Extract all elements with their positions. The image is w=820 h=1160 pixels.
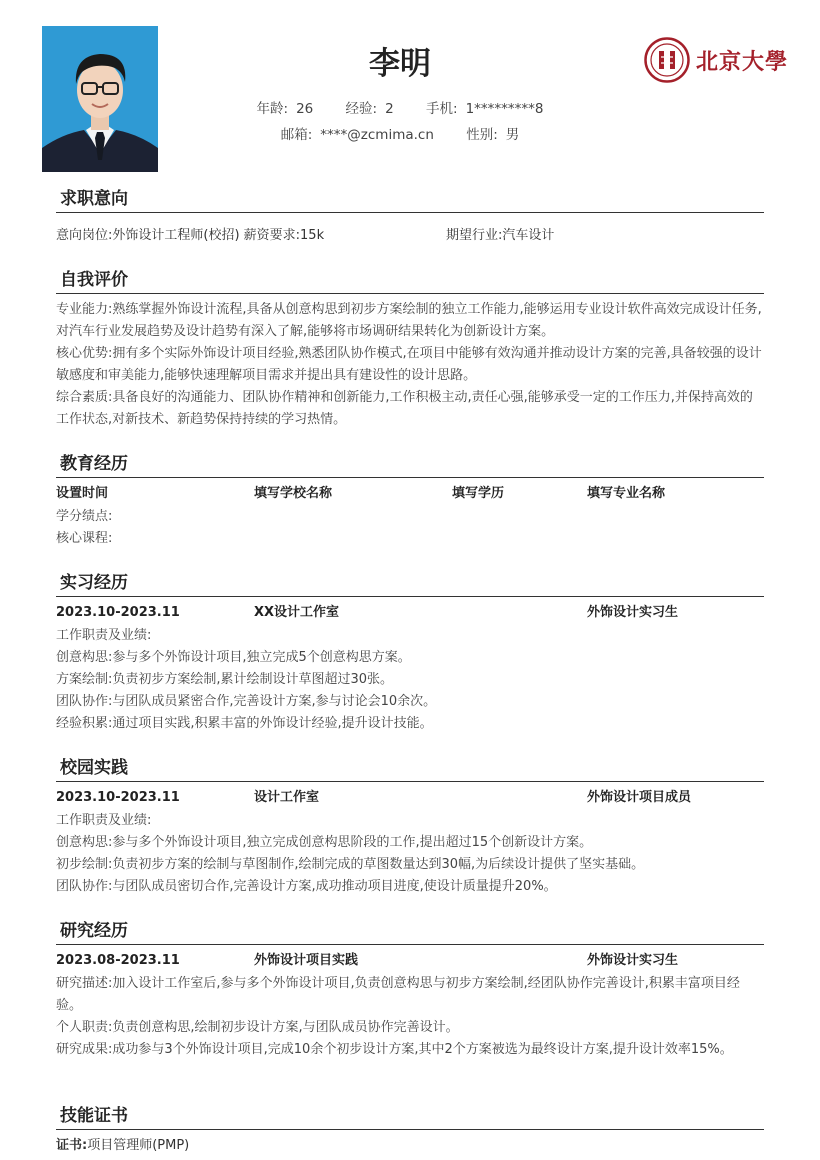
research-line: 研究描述:加入设计工作室后,参与多个外饰设计项目,负责创意构思与初步方案绘制,经团队协作完善设计,积累丰富项目经验。 [56, 976, 740, 1013]
section-self-evaluation [56, 268, 764, 431]
certificate-value: 项目管理师(PMP) [87, 1138, 190, 1153]
campus-row [56, 786, 764, 810]
gender-value: 男 [505, 127, 520, 143]
self-eval-body [56, 299, 764, 431]
internship-line: 工作职责及业绩: [56, 628, 152, 643]
education-row [56, 482, 764, 506]
phone-info [426, 97, 544, 117]
self-eval-paragraph: 核心优势:拥有多个实际外饰设计项目经验,熟悉团队协作模式,在项目中能够有效沟通并推动设计方案的完善,具备较强的设计敏感度和审美能力,能够快速理解项目需求并提出具有建设性的设计思路。 [56, 346, 762, 383]
campus-period: 2023.10-2023.11 [56, 790, 180, 805]
self-eval-paragraph: 专业能力:熟练掌握外饰设计流程,具备从创意构思到初步方案绘制的独立工作能力,能够运用专业设计软件高效完成设计任务,对汽车行业发展趋势及设计趋势有深入了解,能够将市场调研结果转化为创新设计方案。 [56, 302, 762, 339]
section-skills [56, 1104, 764, 1158]
internship-line: 经验积累:通过项目实践,积累丰富的外饰设计经验,提升设计技能。 [56, 716, 433, 731]
section-title: 研究经历 [56, 919, 764, 945]
section-research [56, 919, 764, 1061]
certificate [56, 1134, 189, 1158]
email-label: 邮箱: [280, 127, 313, 143]
age-value: 26 [296, 101, 314, 117]
experience-label: 经验: [345, 101, 378, 117]
gender-label: 性别: [466, 127, 498, 143]
internship-line: 方案绘制:负责初步方案绘制,累计绘制设计草图超过30张。 [56, 672, 394, 687]
skills-row [56, 1134, 764, 1158]
basic-info-line-2 [0, 123, 800, 143]
campus-role: 外饰设计项目成员 [587, 790, 692, 805]
research-line: 个人职责:负责创意构思,绘制初步设计方案,与团队成员协作完善设计。 [56, 1020, 459, 1035]
section-title: 自我评价 [56, 268, 764, 294]
section-title: 校园实践 [56, 756, 764, 782]
section-education [56, 452, 764, 550]
research-period: 2023.08-2023.11 [56, 953, 180, 968]
gender-info [466, 123, 519, 143]
campus-line: 创意构思:参与多个外饰设计项目,独立完成创意构思阶段的工作,提出超过15个创新设计方案。 [56, 835, 593, 850]
phone-value: 1*********8 [465, 101, 544, 117]
intent-industry: 期望行业:汽车设计 [446, 228, 555, 243]
internship-row [56, 601, 764, 625]
internship-role: 外饰设计实习生 [587, 605, 679, 620]
education-school: 填写学校名称 [254, 486, 333, 501]
education-courses: 核心课程: [56, 531, 113, 546]
section-title: 技能证书 [56, 1104, 764, 1130]
age-info [257, 97, 314, 117]
internship-line: 团队协作:与团队成员紧密合作,完善设计方案,参与讨论会10余次。 [56, 694, 437, 709]
intent-position: 意向岗位:外饰设计工程师(校招) 薪资要求:15k [56, 228, 325, 243]
campus-line: 初步绘制:负责初步方案的绘制与草图制作,绘制完成的草图数量达到30幅,为后续设计提供了坚实基础。 [56, 857, 645, 872]
section-title: 实习经历 [56, 571, 764, 597]
email-info [281, 123, 434, 143]
education-degree: 填写学历 [452, 486, 505, 501]
campus-org: 设计工作室 [254, 790, 320, 805]
research-org: 外饰设计项目实践 [254, 953, 359, 968]
campus-line: 团队协作:与团队成员密切合作,完善设计方案,成功推动项目进度,使设计质量提升20%。 [56, 879, 557, 894]
intent-row [56, 224, 764, 248]
campus-line: 工作职责及业绩: [56, 813, 152, 828]
internship-period: 2023.10-2023.11 [56, 605, 180, 620]
university-logo-text: 北京大學 [696, 48, 789, 75]
email-value: ****@zcmima.cn [320, 127, 434, 143]
experience-info [346, 97, 394, 117]
internship-line: 创意构思:参与多个外饰设计项目,独立完成5个创意构思方案。 [56, 650, 411, 665]
education-major: 填写专业名称 [587, 486, 666, 501]
section-title: 求职意向 [56, 187, 764, 213]
experience-value: 2 [385, 101, 394, 117]
candidate-name: 李明 [369, 46, 431, 82]
phone-label: 手机: [426, 101, 458, 117]
basic-info-line-1 [0, 97, 800, 117]
research-line: 研究成果:成功参与3个外饰设计项目,完成10余个初步设计方案,其中2个方案被选为最终设计方案,提升设计效率15%。 [56, 1042, 733, 1057]
section-title: 教育经历 [56, 452, 764, 478]
university-seal-icon [644, 37, 690, 83]
self-eval-paragraph: 综合素质:具备良好的沟通能力、团队协作精神和创新能力,工作积极主动,责任心强,能够承受一定的工作压力,并保持高效的工作状态,对新技术、新趋势保持持续的学习热情。 [56, 390, 753, 427]
education-gpa: 学分绩点: [56, 509, 113, 524]
education-time: 设置时间 [56, 486, 109, 501]
section-job-intent [56, 187, 764, 248]
section-campus-practice [56, 756, 764, 898]
age-label: 年龄: [256, 101, 289, 117]
section-internship [56, 571, 764, 735]
research-row [56, 949, 764, 973]
certificate-label: 证书: [56, 1138, 88, 1153]
research-role: 外饰设计实习生 [587, 953, 679, 968]
university-logo [644, 36, 794, 84]
internship-org: XX设计工作室 [254, 605, 340, 620]
